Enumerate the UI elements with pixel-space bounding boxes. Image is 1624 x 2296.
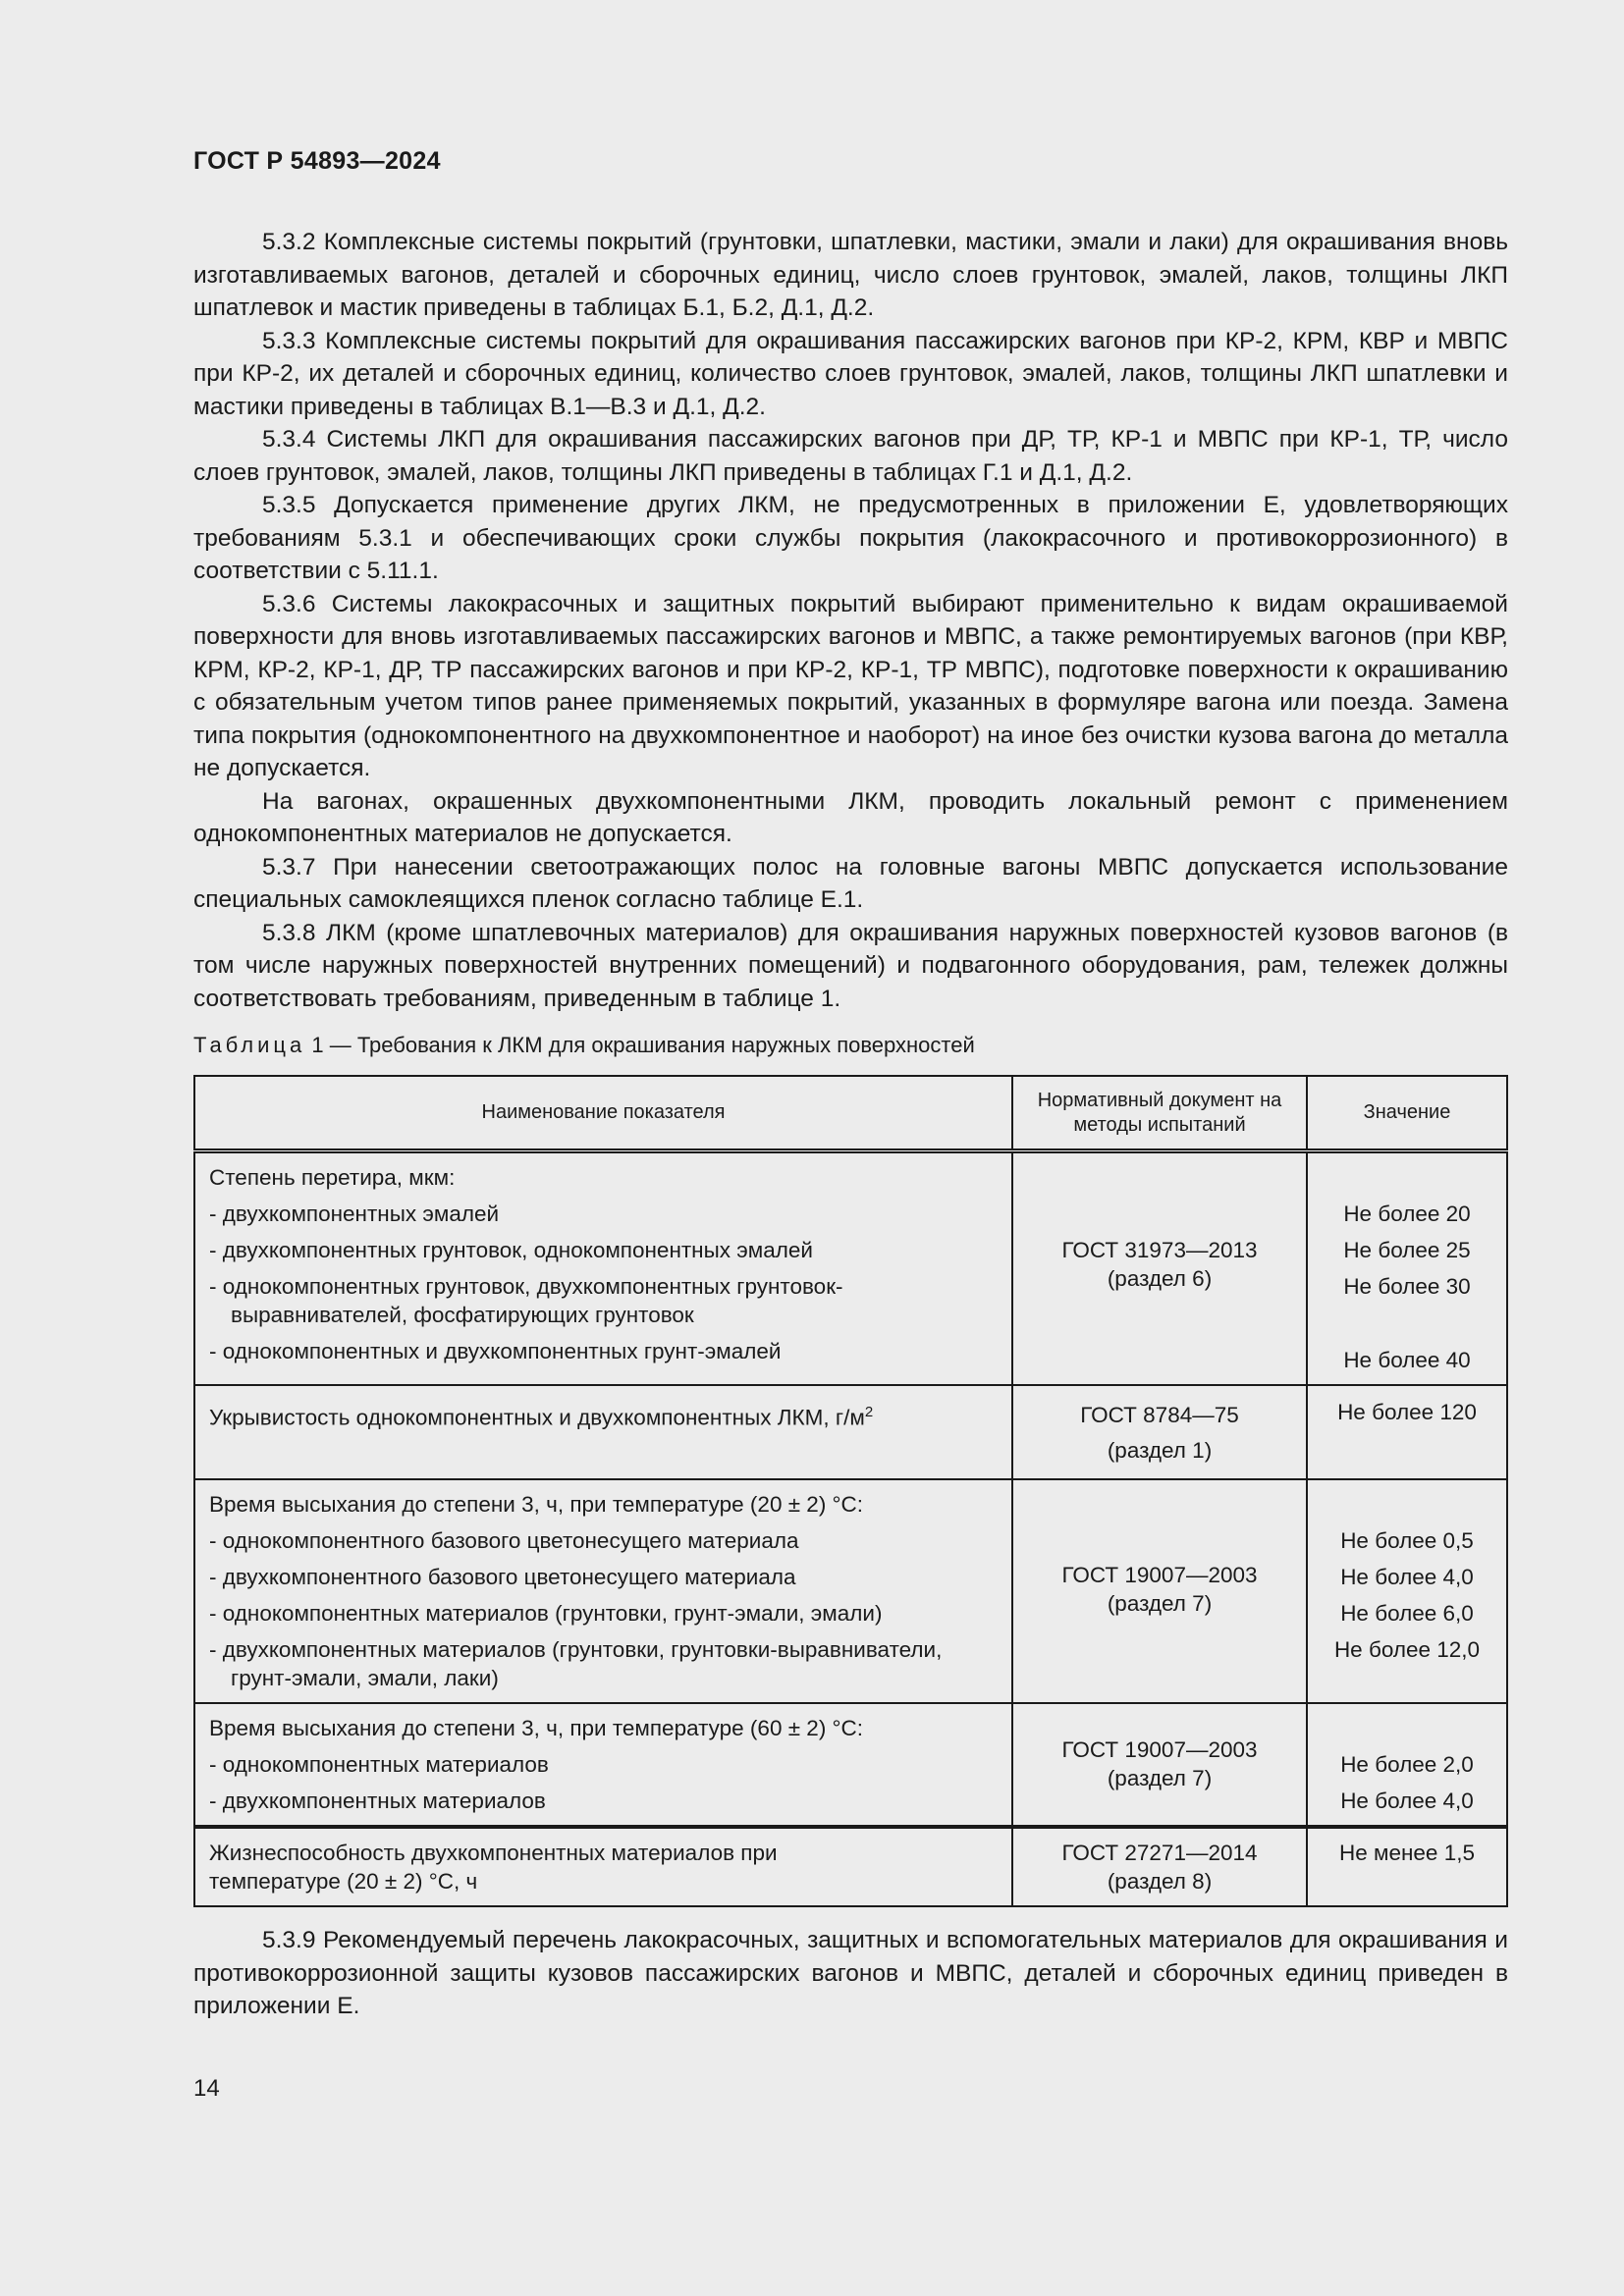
paragraph-5-3-9-block xyxy=(193,1924,1508,2023)
indicator-cell xyxy=(194,1151,1012,1386)
table-row xyxy=(194,1827,1507,1906)
superscript-unit: 2 xyxy=(864,1404,874,1420)
document-header: ГОСТ Р 54893—2024 xyxy=(193,147,441,175)
table-caption xyxy=(193,1033,975,1058)
indicator-item: - однокомпонентных материалов xyxy=(209,1752,549,1777)
header-test-method: Нормативный документ на методы испытаний xyxy=(1012,1076,1307,1151)
requirements-table xyxy=(193,1075,1508,1907)
test-method-doc: ГОСТ 31973—2013 xyxy=(1061,1238,1258,1262)
indicator-item: - двухкомпонентных материалов (грунтовки, грунтовки-выравниватели, грунт-эмали, эмали, лаки) xyxy=(209,1637,943,1690)
indicator-item: - двухкомпонентных материалов xyxy=(209,1789,546,1813)
paragraph-5-3-8: 5.3.8 ЛКМ (кроме шпатлевочных материалов) для окрашивания наружных поверхностей кузовов вагонов (в том числе наружных поверхностей внутренних помещений) и подвагонного оборудования, рам, тележек должны соответствовать требованиям, приведенным в таблице 1. xyxy=(193,919,1508,1012)
indicator-cell xyxy=(194,1385,1012,1479)
paragraph-5-3-4: 5.3.4 Системы ЛКП для окрашивания пассажирских вагонов при ДР, ТР, КР-1 и МВПС при КР-1, ТР, число слоев грунтовок, эмалей, лаков, толщины ЛКП приведены в таблицах Г.1 и Д.1, Д.2. xyxy=(193,426,1508,486)
indicator-title: Степень перетира, мкм: xyxy=(209,1165,456,1190)
table-row xyxy=(194,1703,1507,1827)
value-cell xyxy=(1307,1151,1507,1386)
test-method-doc: ГОСТ 27271—2014 xyxy=(1061,1841,1258,1865)
value-item: Не более 25 xyxy=(1343,1238,1471,1262)
test-method-section: (раздел 1) xyxy=(1107,1438,1213,1463)
test-method-section: (раздел 6) xyxy=(1107,1266,1213,1291)
indicator-cell xyxy=(194,1827,1012,1906)
value-item: Не более 30 xyxy=(1343,1274,1471,1299)
value-item: Не менее 1,5 xyxy=(1339,1841,1475,1865)
test-method-cell xyxy=(1012,1827,1307,1906)
indicator-cell xyxy=(194,1479,1012,1703)
indicator-item: - двухкомпонентного базового цветонесущего материала xyxy=(209,1565,796,1589)
indicator-item: - однокомпонентных материалов (грунтовки, грунт-эмали, эмали) xyxy=(209,1601,883,1626)
value-item: Не более 20 xyxy=(1343,1201,1471,1226)
paragraph-5-3-3: 5.3.3 Комплексные системы покрытий для окрашивания пассажирских вагонов при КР-2, КРМ, КВР и МВПС при КР-2, их деталей и сборочных единиц, количество слоев грунтовок, эмалей, лаков, толщины ЛКП шпатлевки и мастики приведены в таблицах В.1—В.3 и Д.1, Д.2. xyxy=(193,327,1508,420)
value-item: Не более 12,0 xyxy=(1333,1637,1481,1662)
test-method-doc: ГОСТ 8784—75 xyxy=(1080,1403,1239,1427)
indicator-title: Жизнеспособность двухкомпонентных материалов при температуре (20 ± 2) °С, ч xyxy=(209,1841,778,1894)
table-row xyxy=(194,1479,1507,1703)
indicator-cell xyxy=(194,1703,1012,1827)
value-item: Не более 4,0 xyxy=(1340,1565,1474,1589)
value-cell xyxy=(1307,1385,1507,1479)
value-cell xyxy=(1307,1703,1507,1827)
value-cell xyxy=(1307,1479,1507,1703)
header-indicator: Наименование показателя xyxy=(194,1076,1012,1151)
table-row xyxy=(194,1385,1507,1479)
body-text xyxy=(193,226,1508,1015)
paragraph-5-3-2: 5.3.2 Комплексные системы покрытий (грунтовки, шпатлевки, мастики, эмали и лаки) для окрашивания вновь изготавливаемых вагонов, деталей и сборочных единиц, число слоев грунтовок, эмалей, лаков, толщины ЛКП шпатлевок и мастик приведены в таблицах Б.1, Б.2, Д.1, Д.2. xyxy=(193,229,1508,321)
page-number: 14 xyxy=(193,2075,220,2102)
paragraph-5-3-5: 5.3.5 Допускается применение других ЛКМ, не предусмотренных в приложении Е, удовлетворяющих требованиям 5.3.1 и обеспечивающих сроки службы покрытия (лакокрасочного и противокоррозионного) в соответствии с 5.11.1. xyxy=(193,492,1508,584)
indicator-item: - однокомпонентного базового цветонесущего материала xyxy=(209,1528,799,1553)
value-item: Не более 6,0 xyxy=(1340,1601,1474,1626)
value-item: Не более 0,5 xyxy=(1340,1528,1474,1553)
indicator-item: - однокомпонентных и двухкомпонентных грунт-эмалей xyxy=(209,1339,782,1363)
paragraph-5-3-6: 5.3.6 Системы лакокрасочных и защитных покрытий выбирают применительно к видам окрашиваемой поверхности для вновь изготавливаемых пассажирских вагонов и МВПС, а также ремонтируемых вагонов (при КВР, КРМ, КР-2, КР-1, ДР, ТР пассажирских вагонов и при КР-2, КР-1, ТР МВПС), подготовке поверхности к окрашиванию с обязательным учетом типов ранее применяемых покрытий, указанных в формуляре вагона или поезда. Замена типа покрытия (однокомпонентного на двухкомпонентное и наоборот) на иное без очистки кузова вагона до металла не допускается. xyxy=(193,590,1508,781)
table-caption-label: Таблица xyxy=(193,1033,306,1057)
paragraph-local-repair: На вагонах, окрашенных двухкомпонентными ЛКМ, проводить локальный ремонт с применением однокомпонентных материалов не допускается. xyxy=(193,787,1508,847)
test-method-section: (раздел 7) xyxy=(1107,1591,1213,1616)
paragraph-5-3-7: 5.3.7 При нанесении светоотражающих полос на головные вагоны МВПС допускается использование специальных самоклеящихся пленок согласно таблице Е.1. xyxy=(193,853,1508,913)
test-method-cell xyxy=(1012,1385,1307,1479)
value-item: Не более 2,0 xyxy=(1340,1752,1474,1777)
indicator-item: - двухкомпонентных эмалей xyxy=(209,1201,500,1226)
value-item: Не более 4,0 xyxy=(1340,1789,1474,1813)
value-item: Не более 40 xyxy=(1343,1348,1471,1372)
table-caption-text: 1 — Требования к ЛКМ для окрашивания наружных поверхностей xyxy=(305,1033,975,1057)
indicator-title: Укрывистость однокомпонентных и двухкомпонентных ЛКМ, г/м xyxy=(209,1405,865,1430)
test-method-doc: ГОСТ 19007—2003 xyxy=(1061,1737,1258,1762)
test-method-section: (раздел 8) xyxy=(1107,1869,1213,1894)
test-method-cell xyxy=(1012,1151,1307,1386)
test-method-cell xyxy=(1012,1703,1307,1827)
test-method-cell xyxy=(1012,1479,1307,1703)
test-method-section: (раздел 7) xyxy=(1107,1766,1213,1790)
header-value: Значение xyxy=(1307,1076,1507,1151)
test-method-doc: ГОСТ 19007—2003 xyxy=(1061,1563,1258,1587)
indicator-title: Время высыхания до степени 3, ч, при температуре (20 ± 2) °С: xyxy=(209,1492,864,1517)
indicator-item: - однокомпонентных грунтовок, двухкомпонентных грунтовок-выравнивателей, фосфатирующих грунтовок xyxy=(209,1274,843,1327)
indicator-item: - двухкомпонентных грунтовок, однокомпонентных эмалей xyxy=(209,1238,813,1262)
value-cell xyxy=(1307,1827,1507,1906)
table-row xyxy=(194,1151,1507,1386)
value-item: Не более 120 xyxy=(1337,1400,1477,1424)
paragraph-5-3-9: 5.3.9 Рекомендуемый перечень лакокрасочных, защитных и вспомогательных материалов для окрашивания и противокоррозионной защиты кузовов пассажирских вагонов и МВПС, деталей и сборочных единиц приведен в приложении Е. xyxy=(193,1927,1508,2019)
indicator-title: Время высыхания до степени 3, ч, при температуре (60 ± 2) °С: xyxy=(209,1716,864,1740)
table-header-row xyxy=(194,1076,1507,1151)
